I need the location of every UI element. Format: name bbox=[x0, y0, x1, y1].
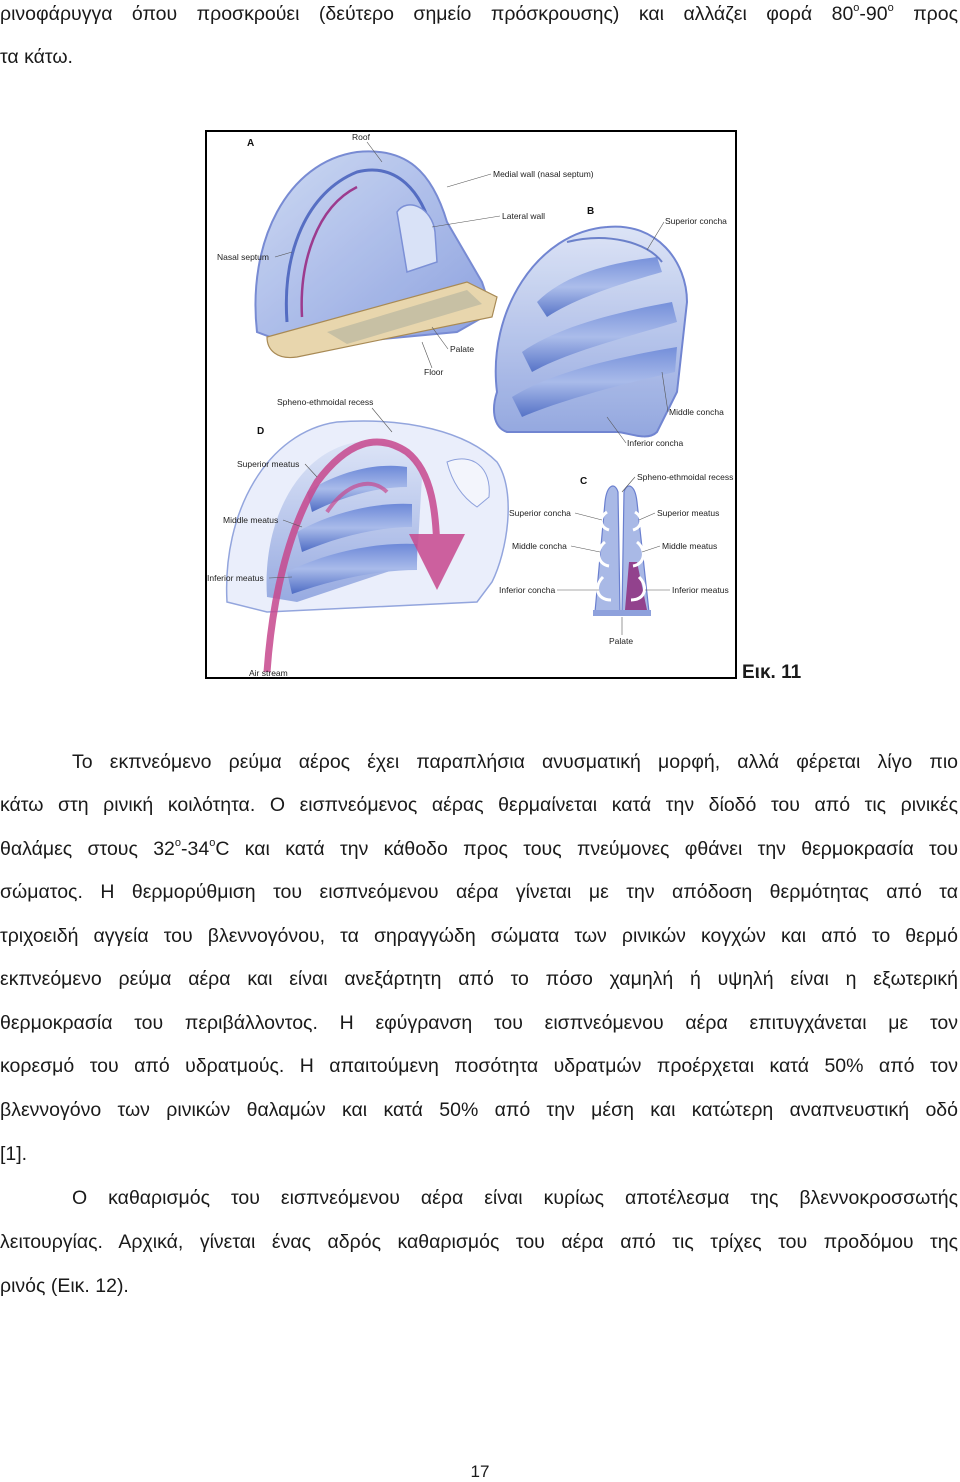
panel-b bbox=[494, 206, 727, 448]
text-fragment: ρινοφάρυγγα όπου προσκρούει (δεύτερο σημείο πρόσκρουσης) και αλλάζει φορά 80 bbox=[0, 3, 854, 25]
label-medial-wall: Medial wall (nasal septum) bbox=[493, 169, 594, 179]
label-palate-a: Palate bbox=[450, 344, 475, 354]
panel-label-c: C bbox=[580, 476, 588, 487]
text-line-top-2: τα κάτω. bbox=[0, 46, 73, 68]
panel-label-b: B bbox=[587, 206, 595, 217]
text-line: κάτω στη ρινική κοιλότητα. Ο εισπνεόμενος αέρας θερμαίνεται κατά την δίοδό του από τις ρινικές bbox=[0, 794, 958, 816]
page-number: 17 bbox=[470, 1462, 490, 1481]
text-fragment: προς bbox=[893, 3, 958, 25]
text-line: Ο καθαρισμός του εισπνεόμενου αέρα είναι κυρίως αποτέλεσμα της βλεννοκροσσωτής bbox=[72, 1187, 958, 1209]
label-palate-c: Palate bbox=[609, 636, 634, 646]
text-line: θερμοκρασία του περιβάλλοντος. Η εφύγρανση του εισπνεόμενου αέρα επιτυγχάνεται με τον bbox=[0, 1012, 958, 1034]
panel-label-a: A bbox=[247, 138, 255, 149]
text-line-top-1 bbox=[0, 2, 958, 26]
text-line: λειτουργίας. Αρχικά, γίνεται ένας αδρός καθαρισμός του αέρα από τις τρίχες του προδόμου της bbox=[0, 1231, 958, 1253]
text-line: βλεννογόνο των ρινικών θαλαμών και κατά 50% από την μέση και κατώτερη αναπνευστική οδό bbox=[0, 1099, 958, 1121]
label-air-stream: Air stream bbox=[249, 668, 288, 677]
label-middle-meatus-c: Middle meatus bbox=[662, 541, 718, 551]
label-nasal-septum: Nasal septum bbox=[217, 252, 269, 262]
label-floor: Floor bbox=[424, 367, 444, 377]
figure-caption: Εικ. 11 bbox=[742, 662, 802, 683]
degree-sup: ο bbox=[853, 2, 860, 14]
panel-c bbox=[499, 472, 733, 646]
nasal-cavity-illustration bbox=[207, 132, 735, 677]
label-inferior-meatus-d: Inferior meatus bbox=[207, 573, 264, 583]
degree-sup: ο bbox=[174, 837, 182, 849]
label-inferior-concha-b: Inferior concha bbox=[627, 438, 684, 448]
label-inferior-meatus-c: Inferior meatus bbox=[672, 585, 729, 595]
degree-sup: ο bbox=[209, 837, 216, 849]
label-superior-concha-b: Superior concha bbox=[665, 216, 727, 226]
anatomy-figure bbox=[205, 130, 737, 679]
panel-d bbox=[207, 397, 508, 677]
label-roof: Roof bbox=[352, 132, 370, 142]
degree-sup: ο bbox=[887, 2, 894, 14]
label-superior-meatus-c: Superior meatus bbox=[657, 508, 720, 518]
text-line: κορεσμό του από υδρατμούς. Η απαιτούμενη ποσότητα υδρατμών προέρχεται κατά 50% από τον bbox=[0, 1055, 958, 1077]
text-line: ρινός (Εικ. 12). bbox=[0, 1275, 129, 1297]
text-line: σώματος. Η θερμορύθμιση του εισπνεόμενου αέρα γίνεται με την απόδοση θερμότητας από τα bbox=[0, 881, 958, 903]
text-fragment: C και κατά την κάθοδο προς τους πνεύμονες φθάνει την θερμοκρασία του bbox=[215, 838, 958, 860]
label-superior-meatus-d: Superior meatus bbox=[237, 459, 300, 469]
text-line: [1]. bbox=[0, 1143, 28, 1165]
text-line bbox=[0, 837, 958, 861]
label-inferior-concha-c: Inferior concha bbox=[499, 585, 556, 595]
label-middle-concha-c: Middle concha bbox=[512, 541, 567, 551]
label-middle-concha-b: Middle concha bbox=[669, 407, 724, 417]
label-superior-concha-c: Superior concha bbox=[509, 508, 571, 518]
label-middle-meatus-d: Middle meatus bbox=[223, 515, 279, 525]
text-fragment: -34 bbox=[181, 838, 210, 860]
text-line: τριχοειδή αγγεία του βλεννογόνου, τα σηραγγώδη σώματα των ρινικών κογχών και από το θερμό bbox=[0, 925, 958, 947]
label-spheno-recess-d: Spheno-ethmoidal recess bbox=[277, 397, 374, 407]
text-line: Το εκπνεόμενο ρεύμα αέρος έχει παραπλήσια ανυσματική μορφή, αλλά φέρεται λίγο πιο bbox=[72, 751, 958, 773]
text-line: εκπνεόμενο ρεύμα αέρα και είναι ανεξάρτητη από το πόσο χαμηλή ή υψηλή είναι η εξωτερική bbox=[0, 968, 958, 990]
panel-label-d: D bbox=[257, 426, 265, 437]
text-fragment: -90 bbox=[859, 3, 888, 25]
label-spheno-recess-c: Spheno-ethmoidal recess bbox=[637, 472, 734, 482]
label-lateral-wall: Lateral wall bbox=[502, 211, 545, 221]
text-fragment: θαλάμες στους 32 bbox=[0, 838, 175, 860]
